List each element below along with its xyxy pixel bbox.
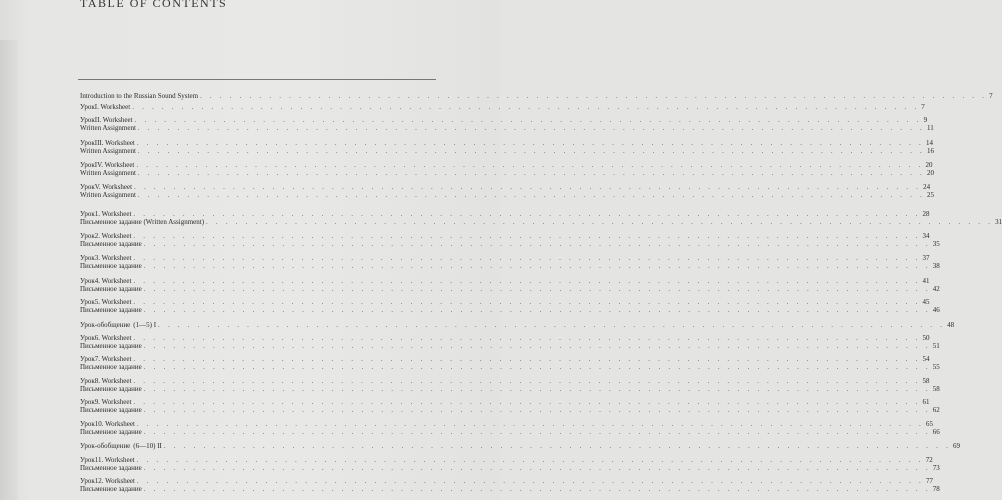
toc-entry-page-number: 11 — [926, 124, 934, 132]
dot-leader: . . . . . . . . . . . . . . . . . . . . . . . . . . . . . . . . . . . . . . . . . . . . . . . . . . . . . . . . . . . . . . . . . . . . . . . . . . . . . . . . — [137, 124, 925, 132]
toc-entry-prefix: Урок — [80, 232, 95, 240]
dot-leader: . . . . . . . . . . . . . . . . . . . . . . . . . . . . . . . . . . . . . . . . . . . . . . . . . . . . . . . . . . . . . . . . . . . . . . . . . . . . . . . . — [133, 210, 921, 218]
toc-entry-page-number: 58 — [922, 377, 930, 385]
toc-entry — [80, 334, 930, 342]
toc-entry-label: II. Worksheet — [94, 116, 133, 124]
toc-entry-page-number: 77 — [925, 477, 933, 485]
toc-entry — [80, 442, 960, 450]
toc-entry-label: 7. Worksheet — [94, 355, 132, 363]
toc-entry-prefix: Урок — [80, 355, 95, 363]
dot-leader: . . . . . . . . . . . . . . . . . . . . . . . . . . . . . . . . . . . . . . . . . . . . . . . . . . . . . . . . . . . . . . . . . . . . . . . . . . . . . . . . — [134, 183, 922, 191]
dot-leader: . . . . . . . . . . . . . . . . . . . . . . . . . . . . . . . . . . . . . . . . . . . . . . . . . . . . . . . . . . . . . . . . . . . . . . . . . . . . . . . . — [137, 169, 925, 177]
toc-entry — [80, 183, 931, 191]
toc-entry-page-number: 46 — [932, 306, 940, 314]
toc-entry-label: (1—5) I — [133, 321, 157, 329]
dot-leader: . . . . . . . . . . . . . . . . . . . . . . . . . . . . . . . . . . . . . . . . . . . . . . . . . . . . . . . . . . . . . . . . . . . . . . . . . . . . . . . . — [132, 103, 920, 111]
toc-entry — [80, 139, 933, 147]
toc-entry — [80, 406, 940, 414]
toc-entry-prefix: Урок — [80, 183, 95, 191]
toc-entry — [80, 485, 940, 493]
toc-entry — [80, 124, 934, 132]
toc-entry-prefix: Урок — [80, 254, 95, 262]
toc-entry — [80, 456, 933, 464]
toc-entry-label: 12. Worksheet — [94, 477, 135, 485]
toc-entry — [80, 385, 940, 393]
toc-entry — [80, 116, 928, 124]
toc-entry-prefix: Урок — [80, 420, 95, 428]
toc-entry — [80, 103, 925, 111]
toc-entry-label: Introduction to the Russian Sound System — [80, 92, 199, 100]
dot-leader: . . . . . . . . . . . . . . . . . . . . . . . . . . . . . . . . . . . . . . . . . . . . . . . . . . . . . . . . . . . . . . . . . . . . . . . . . . . . . . . . — [133, 334, 921, 342]
dot-leader: . . . . . . . . . . . . . . . . . . . . . . . . . . . . . . . . . . . . . . . . . . . . . . . . . . . . . . . . . . . . . . . . . . . . . . . . . . . . . . . . — [143, 306, 931, 314]
toc-entry-page-number: 35 — [932, 240, 940, 248]
toc-entry-page-number: 61 — [922, 398, 930, 406]
toc-entry-page-number: 50 — [922, 334, 930, 342]
toc-entry — [80, 210, 930, 218]
dot-leader: . . . . . . . . . . . . . . . . . . . . . . . . . . . . . . . . . . . . . . . . . . . . . . . . . . . . . . . . . . . . . . . . . . . . . . . . . . . . . . . . — [206, 218, 994, 226]
title-rule — [78, 79, 436, 80]
toc-entry-label: 1. Worksheet — [94, 210, 132, 218]
toc-entry-page-number: 45 — [922, 298, 930, 306]
toc-entry-page-number: 31 — [995, 218, 1002, 226]
toc-entry-prefix: Урок — [80, 103, 95, 111]
toc-entry-prefix: Урок — [80, 398, 95, 406]
dot-leader: . . . . . . . . . . . . . . . . . . . . . . . . . . . . . . . . . . . . . . . . . . . . . . . . . . . . . . . . . . . . . . . . . . . . . . . . . . . . . . . . — [133, 254, 921, 262]
toc-entry-prefix: Урок — [80, 456, 95, 464]
dot-leader: . . . . . . . . . . . . . . . . . . . . . . . . . . . . . . . . . . . . . . . . . . . . . . . . . . . . . . . . . . . . . . . . . . . . . . . . . . . . . . . . — [143, 485, 931, 493]
toc-entry-label: 9. Worksheet — [94, 398, 132, 406]
toc-entry-label: Письменное задание — [80, 342, 142, 350]
toc-entry-label: Письменное задание — [80, 385, 142, 393]
toc-entry-label: Written Assignment — [80, 147, 136, 155]
toc-entry-page-number: 73 — [932, 464, 940, 472]
toc-entry — [80, 161, 933, 169]
toc-entry-page-number: 41 — [922, 277, 930, 285]
toc-entry-prefix: Урок — [80, 277, 95, 285]
toc-entry-label: Письменное задание — [80, 428, 142, 436]
toc-entry-page-number: 34 — [922, 232, 930, 240]
toc-entry-page-number: 65 — [925, 420, 933, 428]
dot-leader: . . . . . . . . . . . . . . . . . . . . . . . . . . . . . . . . . . . . . . . . . . . . . . . . . . . . . . . . . . . . . . . . . . . . . . . . . . . . . . . . — [136, 139, 924, 147]
dot-leader: . . . . . . . . . . . . . . . . . . . . . . . . . . . . . . . . . . . . . . . . . . . . . . . . . . . . . . . . . . . . . . . . . . . . . . . . . . . . . . . . — [143, 240, 931, 248]
toc-entry — [80, 262, 940, 270]
dot-leader: . . . . . . . . . . . . . . . . . . . . . . . . . . . . . . . . . . . . . . . . . . . . . . . . . . . . . . . . . . . . . . . . . . . . . . . . . . . . . . . . — [200, 92, 988, 100]
book-spine-shadow — [0, 40, 18, 500]
toc-entry — [80, 363, 940, 371]
page-title: TABLE OF CONTENTS — [80, 0, 228, 10]
dot-leader: . . . . . . . . . . . . . . . . . . . . . . . . . . . . . . . . . . . . . . . . . . . . . . . . . . . . . . . . . . . . . . . . . . . . . . . . . . . . . . . . — [143, 262, 931, 270]
dot-leader: . . . . . . . . . . . . . . . . . . . . . . . . . . . . . . . . . . . . . . . . . . . . . . . . . . . . . . . . . . . . . . . . . . . . . . . . . . . . . . . . — [143, 464, 931, 472]
dot-leader: . . . . . . . . . . . . . . . . . . . . . . . . . . . . . . . . . . . . . . . . . . . . . . . . . . . . . . . . . . . . . . . . . . . . . . . . . . . . . . . . — [143, 342, 931, 350]
toc-entry-page-number: 55 — [932, 363, 940, 371]
toc-entry-label: Письменное задание — [80, 464, 142, 472]
toc-entry — [80, 306, 940, 314]
dot-leader: . . . . . . . . . . . . . . . . . . . . . . . . . . . . . . . . . . . . . . . . . . . . . . . . . . . . . . . . . . . . . . . . . . . . . . . . . . . . . . . . — [143, 406, 931, 414]
dot-leader: . . . . . . . . . . . . . . . . . . . . . . . . . . . . . . . . . . . . . . . . . . . . . . . . . . . . . . . . . . . . . . . . . . . . . . . . . . . . . . . . — [143, 363, 931, 371]
toc-entry-prefix: Урок — [80, 139, 95, 147]
toc-entry-label: I. Worksheet — [94, 103, 131, 111]
toc-entry-label: Written Assignment — [80, 124, 136, 132]
dot-leader: . . . . . . . . . . . . . . . . . . . . . . . . . . . . . . . . . . . . . . . . . . . . . . . . . . . . . . . . . . . . . . . . . . . . . . . . . . . . . . . . — [136, 161, 924, 169]
toc-entry-page-number: 38 — [932, 262, 940, 270]
toc-entry-label: Written Assignment — [80, 169, 136, 177]
toc-entry-label: 5. Worksheet — [94, 298, 132, 306]
toc-entry-page-number: 20 — [925, 161, 933, 169]
toc-entry — [80, 169, 934, 177]
toc-entry-label: 8. Worksheet — [94, 377, 132, 385]
toc-entry-label: V. Worksheet — [94, 183, 133, 191]
dot-leader: . . . . . . . . . . . . . . . . . . . . . . . . . . . . . . . . . . . . . . . . . . . . . . . . . . . . . . . . . . . . . . . . . . . . . . . . . . . . . . . . — [163, 442, 951, 450]
toc-entry-label: Письменное задание — [80, 485, 142, 493]
toc-entry — [80, 240, 940, 248]
toc-entry-label: Письменное задание — [80, 406, 142, 414]
dot-leader: . . . . . . . . . . . . . . . . . . . . . . . . . . . . . . . . . . . . . . . . . . . . . . . . . . . . . . . . . . . . . . . . . . . . . . . . . . . . . . . . — [143, 285, 931, 293]
toc-entry — [80, 147, 934, 155]
toc-entry — [80, 298, 930, 306]
toc-entry-page-number: 69 — [952, 442, 960, 450]
toc-entry-page-number: 24 — [923, 183, 931, 191]
toc-entry-label: 6. Worksheet — [94, 334, 132, 342]
toc-entry-page-number: 14 — [925, 139, 933, 147]
dot-leader: . . . . . . . . . . . . . . . . . . . . . . . . . . . . . . . . . . . . . . . . . . . . . . . . . . . . . . . . . . . . . . . . . . . . . . . . . . . . . . . . — [134, 116, 922, 124]
toc-entry — [80, 477, 933, 485]
toc-entry-label: Письменное задание (Written Assignment) — [80, 218, 205, 226]
toc-entry — [80, 277, 930, 285]
toc-entry — [80, 355, 930, 363]
toc-entry-page-number: 58 — [932, 385, 940, 393]
toc-entry-page-number: 16 — [926, 147, 934, 155]
dot-leader: . . . . . . . . . . . . . . . . . . . . . . . . . . . . . . . . . . . . . . . . . . . . . . . . . . . . . . . . . . . . . . . . . . . . . . . . . . . . . . . . — [133, 277, 921, 285]
dot-leader: . . . . . . . . . . . . . . . . . . . . . . . . . . . . . . . . . . . . . . . . . . . . . . . . . . . . . . . . . . . . . . . . . . . . . . . . . . . . . . . . — [143, 428, 931, 436]
toc-entry-page-number: 9 — [923, 116, 928, 124]
toc-entry — [80, 92, 993, 100]
toc-entry-page-number: 51 — [932, 342, 940, 350]
toc-entry-label: (6—10) II — [133, 442, 162, 450]
toc-entry-page-number: 25 — [926, 191, 934, 199]
toc-entry — [80, 321, 955, 329]
toc-entry-prefix: Урок-обобщение — [80, 442, 131, 450]
toc-entry-label: Письменное задание — [80, 306, 142, 314]
toc-entry-label: 4. Worksheet — [94, 277, 132, 285]
toc-entry — [80, 232, 930, 240]
toc-entry-label: 3. Worksheet — [94, 254, 132, 262]
toc-entry-page-number: 78 — [932, 485, 940, 493]
toc-entry-label: 11. Worksheet — [94, 456, 135, 464]
toc-entry — [80, 428, 940, 436]
toc-entry-prefix: Урок — [80, 116, 95, 124]
dot-leader: . . . . . . . . . . . . . . . . . . . . . . . . . . . . . . . . . . . . . . . . . . . . . . . . . . . . . . . . . . . . . . . . . . . . . . . . . . . . . . . . — [143, 385, 931, 393]
dot-leader: . . . . . . . . . . . . . . . . . . . . . . . . . . . . . . . . . . . . . . . . . . . . . . . . . . . . . . . . . . . . . . . . . . . . . . . . . . . . . . . . — [137, 191, 925, 199]
toc-entry — [80, 420, 933, 428]
toc-entry — [80, 377, 930, 385]
dot-leader: . . . . . . . . . . . . . . . . . . . . . . . . . . . . . . . . . . . . . . . . . . . . . . . . . . . . . . . . . . . . . . . . . . . . . . . . . . . . . . . . — [137, 147, 925, 155]
toc-entry — [80, 285, 940, 293]
toc-entry-prefix: Урок — [80, 377, 95, 385]
toc-entry-page-number: 54 — [922, 355, 930, 363]
toc-entry-page-number: 28 — [922, 210, 930, 218]
toc-entry-page-number: 72 — [925, 456, 933, 464]
dot-leader: . . . . . . . . . . . . . . . . . . . . . . . . . . . . . . . . . . . . . . . . . . . . . . . . . . . . . . . . . . . . . . . . . . . . . . . . . . . . . . . . — [133, 398, 921, 406]
toc-entry-page-number: 7 — [921, 103, 925, 111]
dot-leader: . . . . . . . . . . . . . . . . . . . . . . . . . . . . . . . . . . . . . . . . . . . . . . . . . . . . . . . . . . . . . . . . . . . . . . . . . . . . . . . . — [136, 477, 924, 485]
dot-leader: . . . . . . . . . . . . . . . . . . . . . . . . . . . . . . . . . . . . . . . . . . . . . . . . . . . . . . . . . . . . . . . . . . . . . . . . . . . . . . . . — [133, 298, 921, 306]
toc-entry-prefix: Урок-обобщение — [80, 321, 131, 329]
toc-entry-page-number: 37 — [922, 254, 930, 262]
toc-entry-label: III. Worksheet — [94, 139, 135, 147]
toc-entry-prefix: Урок — [80, 161, 95, 169]
toc-entry — [80, 342, 940, 350]
toc-entry — [80, 398, 930, 406]
toc-entry-label: IV. Worksheet — [94, 161, 135, 169]
dot-leader: . . . . . . . . . . . . . . . . . . . . . . . . . . . . . . . . . . . . . . . . . . . . . . . . . . . . . . . . . . . . . . . . . . . . . . . . . . . . . . . . — [133, 232, 921, 240]
toc-entry-page-number: 62 — [932, 406, 940, 414]
toc-entry-page-number: 66 — [932, 428, 940, 436]
toc-entry-label: 10. Worksheet — [94, 420, 135, 428]
dot-leader: . . . . . . . . . . . . . . . . . . . . . . . . . . . . . . . . . . . . . . . . . . . . . . . . . . . . . . . . . . . . . . . . . . . . . . . . . . . . . . . . — [133, 355, 921, 363]
toc-entry-label: Письменное задание — [80, 363, 142, 371]
toc-entry-prefix: Урок — [80, 334, 95, 342]
toc-entry-prefix: Урок — [80, 210, 95, 218]
dot-leader: . . . . . . . . . . . . . . . . . . . . . . . . . . . . . . . . . . . . . . . . . . . . . . . . . . . . . . . . . . . . . . . . . . . . . . . . . . . . . . . . — [136, 456, 924, 464]
dot-leader: . . . . . . . . . . . . . . . . . . . . . . . . . . . . . . . . . . . . . . . . . . . . . . . . . . . . . . . . . . . . . . . . . . . . . . . . . . . . . . . . — [136, 420, 924, 428]
toc-entry-label: Written Assignment — [80, 191, 136, 199]
toc-entry — [80, 464, 940, 472]
toc-entry-page-number: 7 — [989, 92, 993, 100]
toc-entry-label: Письменное задание — [80, 285, 142, 293]
toc-entry-prefix: Урок — [80, 477, 95, 485]
toc-entry-label: Письменное задание — [80, 262, 142, 270]
toc-entry — [80, 254, 930, 262]
toc-entry-label: Письменное задание — [80, 240, 142, 248]
toc-entry — [80, 218, 1002, 226]
dot-leader: . . . . . . . . . . . . . . . . . . . . . . . . . . . . . . . . . . . . . . . . . . . . . . . . . . . . . . . . . . . . . . . . . . . . . . . . . . . . . . . . — [158, 321, 946, 329]
toc-entry-prefix: Урок — [80, 298, 95, 306]
toc-entry-page-number: 20 — [926, 169, 934, 177]
toc-entry-page-number: 48 — [947, 321, 955, 329]
toc-entry-page-number: 42 — [932, 285, 940, 293]
dot-leader: . . . . . . . . . . . . . . . . . . . . . . . . . . . . . . . . . . . . . . . . . . . . . . . . . . . . . . . . . . . . . . . . . . . . . . . . . . . . . . . . — [133, 377, 921, 385]
toc-entry — [80, 191, 934, 199]
toc-entry-label: 2. Worksheet — [94, 232, 132, 240]
